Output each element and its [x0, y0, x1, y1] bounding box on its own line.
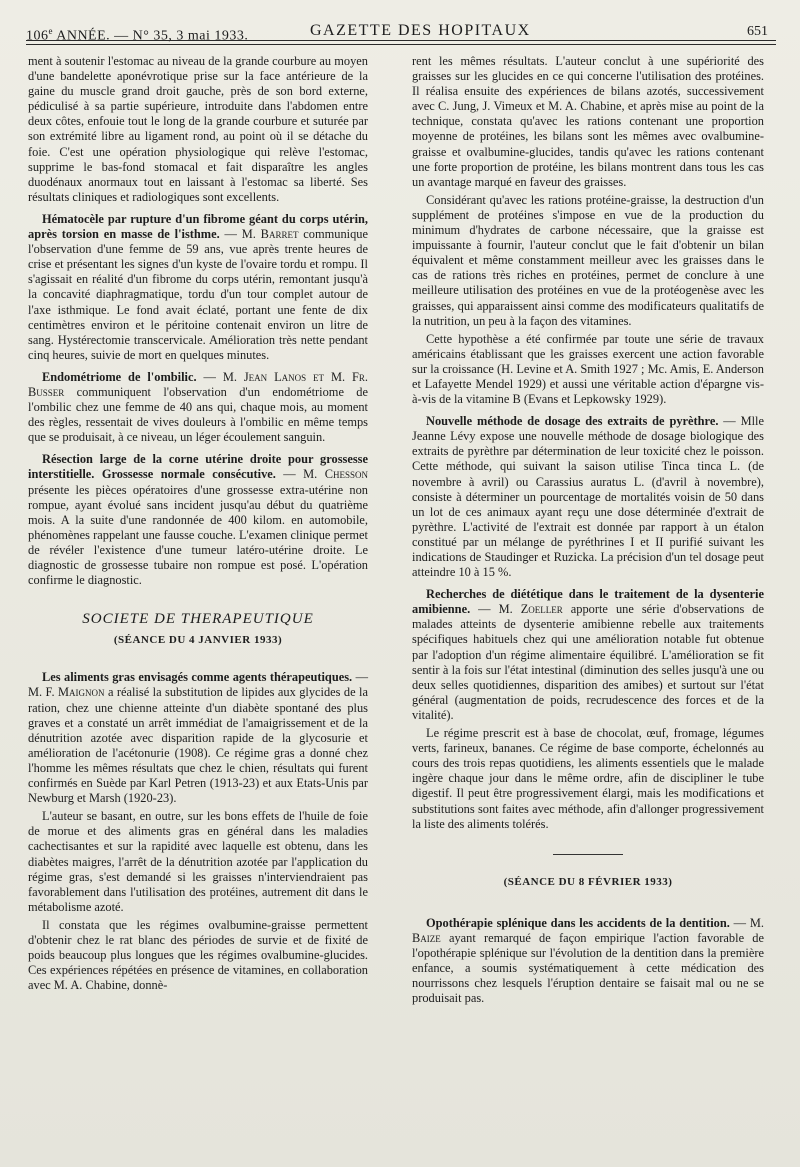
entry-pyrethre: Nouvelle méthode de dosage des extraits de pyrèthre. — Mlle Jeanne Lévy expose une nouvelle méthode de dosage biologique des extraits de pyrèthre par détermination de leur toxicité chez le poisson. Cette méthode, qui suivant la saison utilise Tinca tinca L. (de novembre à avril) ou Carassius auratus L. (d'avril à novembre), consiste à déterminer un pourcentage de mortalités voisin de 50 dans un lot de ces animaux ayant reçu une dose déterminée d'extrait de pyrèthre. L'activité de l'extrait est donnée par rapport à un étalon constitué par un mélange de pyréthrines I et II purifié suivant les indications de Staudinger et Ruzicka. La précision d'un tel dosage peut atteindre 10 à 15 %. — [412, 414, 764, 580]
society-title: SOCIETE DE THERAPEUTIQUE — [82, 611, 314, 628]
issue-info: 106e ANNÉE. — N° 35, 3 mai 1933. — [26, 26, 249, 44]
paragraph: L'auteur se basant, en outre, sur les bons effets de l'huile de foie de morue et des aliments gras en général dans les maladies cachectisantes et sur la rapidité avec laquelle est obtenu, dans les diabètes maigres, l'arrêt de la dénutrition azotée par l'application du régime gras, s'est demandé si les graisses n'interviendraient pas favorablement dans l'utilisation des protéines, autrement dit dans le métabolisme azoté. — [28, 809, 368, 914]
paragraph: Il constata que les régimes ovalbumine-graisse permettent d'obtenir chez le rat blanc des périodes de survie et de fixité de poids beaucoup plus longues que les régimes ovalbumine-glucides. Ces expériences répétées en présence de vitamines, en collaboration avec M. A. Chabine, donnè- — [28, 917, 368, 993]
entry-title: Hématocèle par rupture d'un fibrome géant du corps utérin, après torsion en masse de l'isthme. — [28, 211, 368, 242]
session-date: (SÉANCE DU 4 JANVIER 1933) — [113, 634, 283, 647]
entry-hematocele: Hématocèle par rupture d'un fibrome géant du corps utérin, après torsion en masse de l'isthme. — M. Barret communique l'observation d'une femme de 59 ans, vue après trente heures de crise et présentant les signes d'un kyste de l'ovaire tordu et rompu. Il s'agissait en réalité d'un fibrome du corps utérin, remontant jusqu'à la concavité diaphragmatique, tordu d'un tour complet autour de l'axe isthmique. Le fond avait éclaté, portant une fente de dix centimètres environ et le péritoine contenait environ un litre de sang. Hystérectomie transcervicale. Amélioration très nette pendant cinq heures, suivie de mort en quelques minutes. — [28, 211, 368, 362]
entry-text: communique l'observation d'une femme de 59 ans, vue après trente heures de crise et présentant les signes d'un kyste de l'ovaire tordu et rompu. Il s'agissait en réalité d'un fibrome du corps utérin, remontant jusqu'à la concavité diaphragmatique, tordu d'un tour complet autour de l'axe isthmique. Le fond avait éclaté, portant une fente de dix centimètres environ et le péritoine contenait environ un litre de sang. Hystérectomie transcervicale. Amélioration très nette pendant cinq heures, suivie de mort en quelques minutes. — [28, 227, 368, 362]
entry-author: M. Baize — [412, 915, 764, 945]
session-date: (SÉANCE DU 8 FÉVRIER 1933) — [503, 875, 673, 888]
entry-title: Recherches de diététique dans le traitement de la dysenterie amibienne. — [412, 587, 764, 617]
entry-title: Opothérapie splénique dans les accidents de la dentition. — [426, 915, 730, 930]
entry-text: apporte une série d'observations de malades atteints de dysenterie amibienne rebelle aux traitements spécifiques habituels chez qui une amélioration notable fut obtenue par l'adoption d'un régime alimentaire équilibré. L'amélioration se fit sentir à la fois sur l'état intestinal (diminution des selles jusqu'à une ou deux selles quotidiennes, disparition des amibes) et surtout sur l'état général (augmentation de poids, recrudescence des forces et de la vitalité). — [412, 602, 764, 722]
entry-text: ayant remarqué de façon empirique l'action favorable de l'opothérapie splénique sur l'évolution de la dentition dans la première enfance, a soumis systématiquement à cette médication des nourrissons chez lesquels l'éruption dentaire se faisait mal ou ne se produisait pas. — [412, 930, 764, 1006]
entry-author: M. F. Maignon — [28, 685, 105, 700]
entry-title: Endométriome de l'ombilic. — [42, 369, 197, 384]
section-divider — [553, 854, 623, 855]
entry-author: M. Chesson — [303, 467, 368, 482]
paragraph: Cette hypothèse a été confirmée par toute une série de travaux américains établissant que les graisses exercent une action favorable sur la croissance (H. Levine et A. Smith 1927 ; Mc. Amis, E. Anderson et Lafayette Mendel 1929) et aussi une véritable action d'épargne vis-à-vis de la vitamine B (Evans et Lepkowsky 1929). — [412, 331, 764, 407]
entry-dysenterie: Recherches de diététique dans le traitement de la dysenterie amibienne. — M. Zoeller apporte une série d'observations de malades atteints de dysenterie amibienne rebelle aux traitements spécifiques habituels chez qui une amélioration notable fut obtenue par l'adoption d'un régime alimentaire équilibré. L'amélioration se fit sentir à la fois sur l'état intestinal (diminution des selles jusqu'à une ou deux selles quotidiennes, disparition des amibes) et surtout sur l'état général (augmentation de poids, recrudescence des forces et de la vitalité). — [412, 587, 764, 722]
entry-author: M. Zoeller — [498, 602, 563, 617]
entry-opotherapie: Opothérapie splénique dans les accidents de la dentition. — M. Baize ayant remarqué de façon empirique l'action favorable de l'opothérapie splénique sur l'évolution de la dentition dans la première enfance, a soumis systématiquement à cette médication des nourrissons chez lesquels l'éruption dentaire se faisait mal ou ne se produisait pas. — [412, 915, 764, 1006]
page-number: 651 — [747, 24, 768, 39]
entry-author: M. Jean Lanos et M. Fr. Busser — [28, 369, 368, 399]
paragraph: rent les mêmes résultats. L'auteur conclut à une supériorité des graisses sur les glucides en ce qui concerne l'utilisation des protéines. Il réalisa ensuite des expériences de bilans azotés, successivement avec C. Jung, J. Vimeux et M. A. Chabine, et après mise au point de la technique, constata qu'avec les rations contenant une proportion moyenne de protéines, les bilans sont les mêmes avec ovalbumine-graisse et ovalbumine-glucides, tandis qu'avec les rations contenant une forte proportion de protéine, les bilans montrent dans tous les cas un avantage marqué en faveur des graisses. — [412, 54, 764, 189]
entry-resection: Résection large de la corne utérine droite pour grossesse interstitielle. Grossesse normale consécutive. — M. Chesson présente les pièces opératoires d'une grossesse extra-utérine non rompue, ayant évolué sans incident jusqu'au début du quatrième mois. A la suite d'une randonnée de 400 kilom. en automobile, phénomènes rappelant une fausse couche. L'examen clinique permet de révéler l'existence d'une tumeur latéro-utérine droite. Le diagnostic de grossesse tubaire non rompue est posé. L'opération confirme le diagnostic. — [28, 452, 368, 588]
entry-title: Les aliments gras envisagés comme agents thérapeutiques. — [42, 670, 353, 685]
entry-aliments-gras: Les aliments gras envisagés comme agents thérapeutiques. — M. F. Maignon a réalisé la substitution de lipides aux glycides de la ration, chez une chienne atteinte d'un diabète spontané des plus graves et a constaté un arrêt immédiat de l'amaigrissement et de la dénutrition azotée avec disparition rapide de la glycosurie et amélioration de l'acétonurie (1908). Ce régime gras a donné chez l'homme les mêmes résultats que chez le chien, résultats qui furent confirmés en Suède par Karl Petren (1913-23) et aux Etats-Unis par Newburg et Marsh (1920-23). — [28, 670, 368, 806]
left-column — [28, 54, 368, 996]
page-header — [18, 10, 780, 44]
entry-text: a réalisé la substitution de lipides aux glycides de la ration, chez une chienne atteinte d'un diabète spontané des plus graves et a constaté un arrêt immédiat de l'amaigrissement et de la dénutrition azotée avec disparition rapide de la glycosurie et amélioration de l'acétonurie (1908). Ce régime gras a donné chez l'homme les mêmes résultats que chez le chien, résultats qui furent confirmés en Suède par Karl Petren (1913-23) et aux Etats-Unis par Newburg et Marsh (1920-23). — [28, 685, 368, 806]
entry-title: Nouvelle méthode de dosage des extraits de pyrèthre. — [426, 414, 719, 429]
entry-text: expose une nouvelle méthode de dosage biologique des extraits de pyrèthre par détermination de leur toxicité chez le poisson. Cette méthode, qui suivant la saison utilise Tinca tinca L. (de novembre à avril) ou Carassius auratus L. (d'avril à novembre), consiste à déterminer un pourcentage de mortalités voisin de 50 dans un lot de ces animaux ayant reçu une dose déterminée d'extrait de pyrèthre. L'activité de l'extrait est donnée par rapport à un étalon constitué par un mélange de pyréthrines I et II purifié suivant les indications de Staudinger et Ruzicka. La précision d'un tel dosage peut atteindre 10 à 15 %. — [412, 429, 764, 580]
entry-text: présente les pièces opératoires d'une grossesse extra-utérine non rompue, ayant évolué sans incident jusqu'au début du quatrième mois. A la suite d'une randonnée de 400 kilom. en automobile, phénomènes rappelant une fausse couche. L'examen clinique permet de révéler l'existence d'une tumeur latéro-utérine droite. Le diagnostic de grossesse tubaire non rompue est posé. L'opération confirme le diagnostic. — [28, 482, 368, 588]
entry-title: Résection large de la corne utérine droite pour grossesse interstitielle. Grossesse normale consécutive. — [28, 452, 368, 482]
journal-title: GAZETTE DES HOPITAUX — [310, 22, 531, 39]
paragraph: Considérant qu'avec les rations protéine-graisse, la destruction d'un supplément de protéines s'impose en vue de la production du minimum d'hydrates de carbone nécessaire, que la graisse est impuissante à fournir, l'auteur conclut que le fait d'obtenir un bilan équivalent et même constamment meilleur avec les graisses dans le cas de rations très riches en protéines, permet de conclure à une meilleure utilisation des protéines en vue de la protéogenèse avec les graisses, qui apparaissent ainsi comme des modificateurs qualitatifs de la nutrition, un peu à la façon des vitamines. — [412, 192, 764, 328]
header-rule-second — [26, 44, 776, 45]
entry-endometriome: Endométriome de l'ombilic. — M. Jean Lanos et M. Fr. Busser communiquent l'observation d'un endométriome de l'ombilic chez une femme de 40 ans qui, chaque mois, au moment des règles, ressentait de vives douleurs à l'ombilic en même temps que se produisait, à ce niveau, un léger écoulement sanguin. — [28, 369, 368, 445]
right-column — [412, 54, 764, 1009]
entry-author: M. Barret — [241, 227, 299, 242]
header-rule — [26, 40, 776, 41]
paragraph: ment à soutenir l'estomac au niveau de la grande courbure au moyen d'une bandelette aponévrotique prise sur la face antérieure de la gaine du muscle grand droit gauche, près de son bord externe, pédiculisé à sa partie supérieure, introduite dans l'abdomen entre deux côtes, enfouie tout le long de la grande courbure et suturée par son extrémité libre au ligament rond, au point où il se détache du foie. C'est une opération physiologique qui relève l'estomac, supprime le bas-fond stomacal et fait disparaître les angles duodénaux anormaux tout en laissant à l'estomac sa liberté. Ses résultats cliniques et radiologiques sont excellents. — [28, 54, 368, 204]
entry-text: communiquent l'observation d'un endométriome de l'ombilic chez une femme de 40 ans qui, chaque mois, au moment des règles, ressentait de vives douleurs à l'ombilic en même temps que se produisait, à ce niveau, un léger écoulement sanguin. — [28, 384, 368, 445]
entry-author: Mlle Jeanne Lévy — [412, 414, 764, 444]
paragraph: Le régime prescrit est à base de chocolat, œuf, fromage, légumes verts, farineux, bananes. Ce régime de base comporte, échelonnés au cours des trois repas quotidiens, les aliments essentiels que le malade ingère chaque jour dans le même ordre, afin de discipliner le tube digestif. Il peut être progressivement élargi, mais les modifications et substitutions sont faites avec méthode, afin d'allonger progressivement la liste des aliments tolérés. — [412, 726, 764, 831]
